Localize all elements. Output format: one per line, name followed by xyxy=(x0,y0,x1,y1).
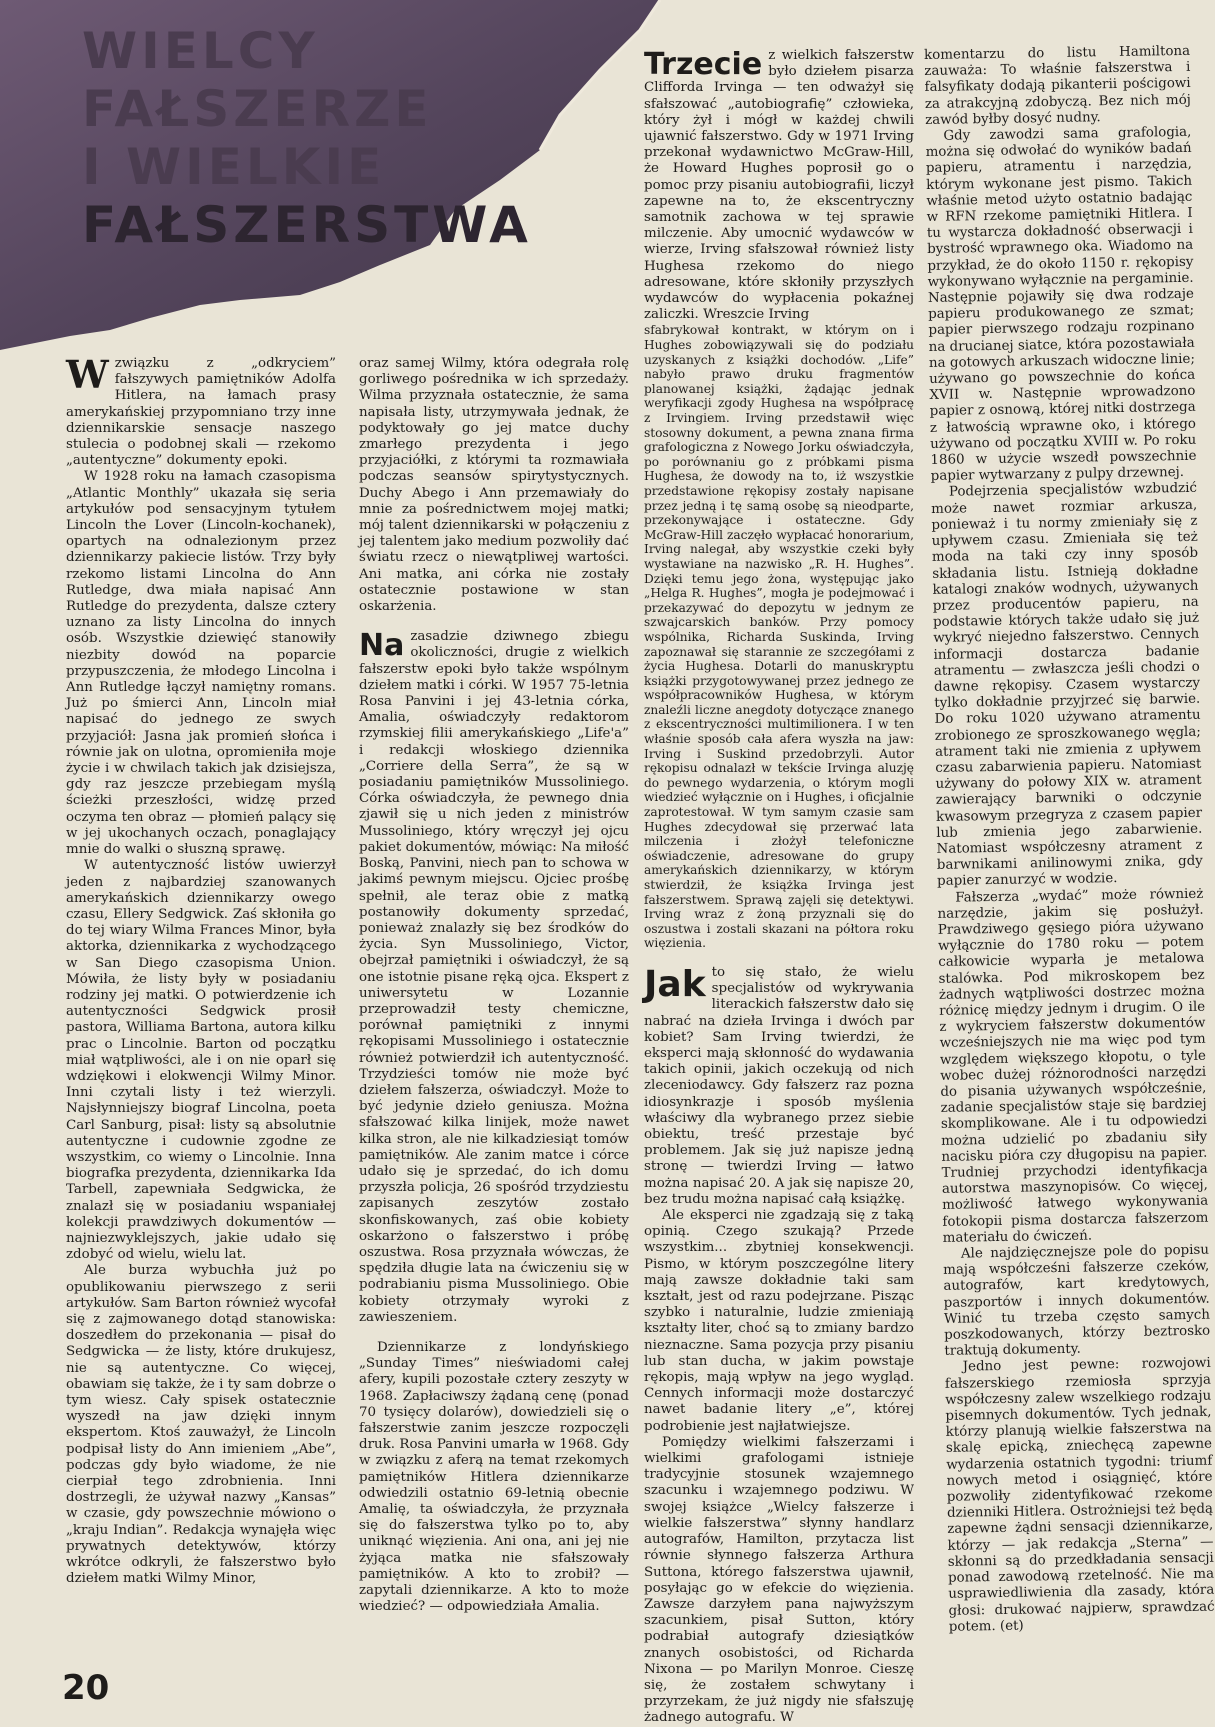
paragraph: Dziennikarze z londyńskiego „Sunday Times” nieświadomi całej afery, kupili pozostałe cztery zeszyty w 1968. Zapłaciwszy żądaną cenę (ponad 70 tysięcy dolarów), dowiedzieli się o fałszerstwie zanim jeszcze rozpoczęli druk. Rosa Panvini umarła w 1968. Gdy w związku z aferą na temat rzekomych pamiętników Hitlera dziennikarze odwiedzili ostatnio 69-letnią obecnie Amalię, ta oświadczyła, że przyznała się do fałszerstwa tylko po to, aby uniknąć więzienia. Ani ona, ani jej nie żyjąca matka nie sfałszowały pamiętników. A kto to zrobił? — zapytali dziennikarze. A kto to może wiedzieć? — odpowiedziała Amalia. xyxy=(359,1339,629,1615)
title-line-4: FAŁSZERSTWA xyxy=(82,196,532,254)
title-line-3: I WIELKIE xyxy=(82,138,386,196)
paragraph: Gdy zawodzi sama grafologia, można się odwołać do wyników badań papieru, atramentu i narzędzia, którym wykonane jest pismo. Takich właśnie metod użyto ostatnio badając w RFN rzekome pamiętniki Hitlera. I tu wystarcza dokładność obserwacji i bystrość wprawnego oka. Wiadomo na przykład, że do około 1150 r. rękopisy wykonywano wyłącznie na pergaminie. Następnie pojawiły się dwa rodzaje papieru produkowanego ze szmat; papier pierwszego rodzaju rozpinano na drucianej siatce, która pozostawiała na gotowych arkuszach widoczne linie; używano go powszechnie do końca XVII w. Następnie wprowadzono papier z osnową, której nitki dostrzega z łatwością wprawne oko, i którego używano od początku XVIII w. Po roku 1860 w użycie wszedł powszechnie papier wytwarzany z pulpy drzewnej. xyxy=(925,124,1197,485)
drop-cap: W xyxy=(66,352,109,397)
paragraph-text: z wielkich fałszerstw było dziełem pisarza Clifforda Irvinga — ten odważył się sfałszować „autobiografię” człowieka, który żył i mógł w każdej chwili ujawnić fałszerstwo. Gdy w 1971 Irving przekonał wydawnictwo McGraw-Hill, że Howard Hughes poprosił go o pomoc przy pisaniu autobiografii, liczył zapewne na to, że ekscentryczny samotnik zachowa w tej sprawie milczenie. Aby umocnić wydawców w wierze, Irving sfałszował również listy Hughesa rzekomo do niego adresowane, które skłoniły przyszłych wydawców do wypłacenia pokaźnej zaliczki. Wreszcie Irving xyxy=(644,48,914,323)
paragraph-small-print: sfabrykował kontrakt, w którym on i Hughes zobowiązywali się do podziału uzyskanych z książki dochodów. „Life” nabyło prawo druku fragmentów planowanej książki, żądając jednak weryfikacji zgody Hughesa na współpracę z Irvingiem. Irving przedstawił więc stosowny dokument, a pewna znana firma grafologiczna z Nowego Jorku oświadczyła, po porównaniu go z próbkami pisma Hughesa, że dowody na to, iż wszystkie przedstawione rękopisy zostały napisane przez jedną i tę samą osobę są nieodparte, przekonywające i ostateczne. Gdy McGraw-Hill zaczęło wypłacać honorarium, Irving nalegał, aby wszystkie czeki były wystawiane na nazwisko „R. H. Hughes”. Dzięki temu jego żona, występując jako „Helga R. Hughes”, mogła je podejmować i przekazywać do depozytu w jednym ze szwajcarskich banków. Przy pomocy wspólnika, Richarda Suskinda, Irving zapoznawał się starannie ze szczegółami z życia Hughesa. Dotarli do manuskryptu książki przygotowywanej przez jednego ze współpracowników Hughesa, w którym znaleźli liczne anegdoty dotyczące znanego z ekscentryczności multimilionera. I w ten właśnie sposób cała afera wyszła na jaw: Irving i Suskind przedobrzyli. Autor rękopisu odnalazł w tekście Irvinga aluzję do pewnego wydarzenia, o którym mogli wiedzieć wyłącznie on i Hughes, i oficjalnie zaprotestował. W tym samym czasie sam Hughes zdecydował się przerwać lata milczenia i złożył telefoniczne oświadczenie, adresowane do grupy amerykańskich dziennikarzy, w którym stwierdził, że książka Irvinga jest fałszerstwem. Sprawą zajęli się detektywi. Irving wraz z żoną przyznali się do oszustwa i zostali skazani na półtora roku więzienia. xyxy=(644,323,914,951)
page-number: 20 xyxy=(62,1668,110,1708)
text-column-2 xyxy=(359,356,629,1676)
title-line-2: FAŁSZERZE xyxy=(82,80,433,138)
text-column-4 xyxy=(924,44,1215,1668)
text-column-1 xyxy=(66,352,336,1676)
text-column-3 xyxy=(644,47,914,1726)
drop-word: Jak xyxy=(644,963,706,1005)
paragraph: W 1928 roku na łamach czasopisma „Atlantic Monthly” ukazała się seria artykułów pod sensacyjnym tytułem Lincoln the Lover (Lincoln-kochanek), opartych na odnalezionym przez dziennikarzy pakiecie listów. Trzy były rzekomo listami Lincolna do Ann Rutledge, dwa miała napisać Ann Rutledge do prezydenta, dalsze cztery uznano za listy Lincolna do innych osób. Wszystkie dziewięć stanowiły niezbity dowód na poparcie przypuszczenia, że młodego Lincolna i Ann Rutledge łączył namiętny romans. Już po śmierci Ann, Lincoln miał napisać do jednego ze swych przyjaciół: Jasna jak promień słońca i równie jak on ulotna, opromieniła moje życie i w chwilach takich jak dzisiejsza, gdy raz jeszcze przebiegam myślą ścieżki przeszłości, widzę przed oczyma ten obraz — płomień palący się w jej ukochanych oczach, ponaglający mnie do walki o słuszną sprawę. xyxy=(66,469,336,858)
article-title xyxy=(82,22,552,254)
paragraph: Ale najdzięcznejsze pole do popisu mają współcześni fałszerze czeków, autografów, kart kredytowych, paszportów i innych dokumentów. Winić tu trzeba często samych poszkodowanych, którzy beztrosko traktują dokumenty. xyxy=(943,1242,1211,1360)
title-line-1: WIELCY xyxy=(82,22,319,80)
paragraph: Ale burza wybuchła już po opublikowaniu pierwszego z serii artykułów. Sam Barton również wycofał się z zajmowanego dotąd stanowiska: doszedłem do przekonania — pisał do Sedgwicka — że listy, które drukujesz, nie są autentyczne. Co więcej, obawiam się także, że i ty sam dobrze o tym wiesz. Cały spisek ostatecznie wyszedł na jaw dzięki innym ekspertom. Ktoś zauważył, że Lincoln podpisał listy do Ann imieniem „Abe”, podczas gdy było wiadome, że nie cierpiał tego zdrobnienia. Inni dostrzegli, że używał nazwy „Kansas” w czasie, gdy powszechnie mówiono o „kraju Indian”. Redakcja wynajęła więc prywatnych detektywów, którzy wkrótce odkryli, że fałszerstwo było dziełem matki Wilmy Minor, xyxy=(66,1263,336,1587)
paragraph: oraz samej Wilmy, która odegrała rolę gorliwego pośrednika w ich sprzedaży. Wilma przyznała ostatecznie, że sama napisała listy, utrzymywała jednak, że podyktowały go jej matce duchy zmarłego prezydenta i jego przyjaciółki, z którymi ta rozmawiała podczas seansów spirytystycznych. Duchy Abego i Ann przemawiały do mnie za pośrednictwem mojej matki; mój talent dziennikarski w połączeniu z jej talentem jako medium pozwoliły dać światu rzecz o niewątpliwej wartości. Ani matka, ani córka nie zostały ostatecznie postawione w stan oskarżenia. xyxy=(359,356,629,615)
drop-word: Na xyxy=(359,628,405,664)
drop-word: Trzecie xyxy=(644,47,763,82)
paragraph: Fałszerza „wydać” może również narzędzie, jakim się posłużył. Prawdziwego gęsiego pióra używano wyłącznie do 1780 roku — potem całkowicie wyparła je metalowa stalówka. Pod mikroskopem bez żadnych wątpliwości dostrzec można różnicę między jednym i drugim. O ile z wykryciem fałszerstw dokumentów wcześniejszych nie ma więc pod tym względem większego kłopotu, o tyle wobec dużej różnorodności narzędzi do pisania używanych współcześnie, zadanie specjalistów staje się bardziej skomplikowane. Ale i tu odpowiedzi można udzielić po zbadaniu siły nacisku pióra czy długopisu na papier. Trudniej przychodzi identyfikacja autorstwa maszynopisów. Co więcej, możliwość łatwego wykonywania fotokopii pisma dostarcza fałszerzom materiału do ćwiczeń. xyxy=(937,886,1209,1246)
paragraph: Ale eksperci nie zgadzają się z taką opinią. Czego szukają? Przede wszystkim... zbytniej konsekwencji. Pismo, w którym poszczególne litery mają zawsze dokładnie taki sam kształt, jest od razu podejrzane. Pisząc szybko i naturalnie, ludzie zmieniają kształty liter, choć są to zmiany bardzo nieznaczne. Sama pozycja przy pisaniu lub stan ducha, w jakim powstaje rękopis, mają wpływ na jego wygląd. Cennych informacji może dostarczyć nawet badanie litery „e”, której podrobienie jest najłatwiejsze. xyxy=(644,1208,914,1434)
paragraph: Jedno jest pewne: rozwojowi fałszerskiego rzemiosła sprzyja współczesny zalew wszelkiego rodzaju pisemnych dokumentów. Tych jednak, którzy planują wielkie fałszerstwa na skalę epicką, zniechęcą zapewne wydarzenia ostatnich tygodni: triumf nowych metod i osiągnięć, które pozwoliły zidentyfikować rzekome dzienniki Hitlera. Ostrożniejsi też będą zapewne żądni sensacji dziennikarze, którzy — jak redakcja „Sterna” — skłonni są do przedkładania sensacji ponad zawodową rzetelność. Nie ma usprawiedliwienia dla zasady, która głosi: drukować najpierw, sprawdzać potem. (et) xyxy=(944,1356,1215,1635)
paragraph xyxy=(644,48,914,323)
paragraph: Pomiędzy wielkimi fałszerzami i wielkimi grafologami istnieje tradycyjnie stosunek wzajemnego szacunku i wzajemnego podziwu. W swojej książce „Wielcy fałszerze i wielkie fałszerstwa” słynny handlarz autografów, Hamilton, przytacza list równie słynnego fałszerza Arthura Suttona, którego fałszerstwa ujawnił, posyłając go w efekcie do więzienia. Zawsze darzyłem pana najwyższym szacunkiem, pisał Sutton, który podrabiał autografy dziesiątków znanych osobistości, od Richarda Nixona — po Marilyn Monroe. Cieszę się, że zostałem schwytany i przyrzekam, że już nigdy nie sfałszuję żadnego autografu. W xyxy=(644,1434,914,1726)
paragraph: Podejrzenia specjalistów wzbudzić może nawet rozmiar arkusza, ponieważ i tu normy zmieniały się z upływem czasu. Zmieniała się też moda na taki czy inny sposób składania listu. Istnieją dokładne katalogi znaków wodnych, używanych przez producentów papieru, na podstawie których także udało się już wykryć niejedno fałszerstwo. Cennych informacji dostarcza badanie atramentu — zwłaszcza jeśli chodzi o dawne rękopisy. Czasem wystarczy tylko dokładnie przyjrzeć się barwie. Do roku 1020 używano atramentu zrobionego ze sproszkowanego węgla; atrament taki nie zmienia z upływem czasu zabarwienia papieru. Natomiast używany do połowy XIX w. atrament zawierający barwniki o odczynie kwasowym przegryza z czasem papier lub zmienia jego zabarwienie. Natomiast współczesny atrament z barwnikami anilinowymi znika, gdy papier zanurzyć w wodzie. xyxy=(931,481,1203,890)
paragraph-text: zasadzie dziwnego zbiegu okoliczności, drugie z wielkich fałszerstw epoki było także wspólnym dziełem matki i córki. W 1957 75-letnia Rosa Panvini i jej 43-letnia córka, Amalia, oświadczyły redaktorom rzymskiej filii amerykańskiego „Life'a” i redakcji włoskiego dziennika „Corriere della Serra”, że są w posiadaniu pamiętników Mussoliniego. Córka oświadczyła, że pewnego dnia zjawił się u nich jeden z ministrów Mussoliniego, który wręczył jej ojcu pakiet dokumentów, mówiąc: Na miłość Boską, Panvini, niech pan to schowa w jakimś pewnym miejscu. Ojciec prośbę spełnił, ale teraz obie z matką postanowiły dokumenty sprzedać, ponieważ znalazły się bez środków do życia. Syn Mussoliniego, Victor, obejrzał pamiętniki i oświadczył, że są one istotnie pisane ręką ojca. Ekspert z uniwersytetu w Lozannie przeprowadził testy chemiczne, porównał pamiętniki z innymi rękopisami Mussoliniego i ostatecznie również potwierdził ich autentyczność. Trzydzieści tomów nie może być dziełem fałszerza, oświadczył. Może to być jedynie dzieło geniusza. Można sfałszować kilka linijek, może nawet kilka stron, ale nie kilkadziesiąt tomów pamiętników. Ale zanim matce i córce udało się je sprzedać, do ich domu przyszła policja, 26 spośród trzydziestu zapisanych zeszytów zostało skonfiskowanych, zaś obie kobiety oskarżono o fałszerstwo i próbę oszustwa. Rosa przyznała wówczas, że spędziła długie lata na ćwiczeniu się w podrabianiu pisma Mussoliniego. Obie kobiety otrzymały wyroki z zawieszeniem. xyxy=(359,629,629,1325)
paragraph xyxy=(644,965,914,1208)
paragraph: W autentyczność listów uwierzył jeden z najbardziej szanowanych amerykańskich dziennikarzy owego czasu, Ellery Sedgwick. Zaś skłoniła go do tej wiary Wilma Frances Minor, była aktorka, dziennikarka z wychodzącego w San Diego czasopisma Union. Mówiła, że listy były w posiadaniu rodziny jej matki. O potwierdzenie ich autentyczności Sedgwick prosił pastora, Williama Bartona, autora kilku prac o Lincolnie. Barton od początku miał wątpliwości, ale i on nie oparł się wdziękowi i elokwencji Wilmy Minor. Inni czytali listy i też wierzyli. Najsłynniejszy biograf Lincolna, poeta Carl Sanburg, pisał: listy są absolutnie autentyczne i cudownie zgodne ze wszystkim, co wiemy o Lincolnie. Inna biografka prezydenta, dziennikarka Ida Tarbell, zapewniała Sedgwicka, że znalazł się w posiadaniu wspaniałej kolekcji prawdziwych dokumentów — najniezwyklejszych, jakie udało się zdobyć od wielu, wielu lat. xyxy=(66,858,336,1263)
paragraph-text: to się stało, że wielu specjalistów od wykrywania literackich fałszerstw dało się nabrać na dzieła Irvinga i dwóch par kobiet? Sam Irving twierdzi, że eksperci mają skłonność do wydawania takich opinii, jakich oczekują od nich zleceniodawcy. Gdy fałszerz raz pozna idiosynkrazje i sposób myślenia właściwy dla wybranego przez siebie obiektu, treść przestaje być problemem. Jak się już napisze jedną stronę — twierdzi Irving — łatwo można napisać 20. A jak się napisze 20, bez trudu można napisać całą książkę. xyxy=(644,964,914,1207)
paragraph-text: związku z „odkryciem” fałszywych pamiętników Adolfa Hitlera, na łamach prasy amerykańskiej przypomniano trzy inne dziennikarskie sensacje naszego stulecia o podobnej skali — rzekomo „autentyczne” dokumenty epoki. xyxy=(66,356,336,469)
paragraph xyxy=(66,352,336,469)
paragraph: komentarzu do listu Hamiltona zauważa: To właśnie fałszerstwa i falsyfikaty dodają pikanterii pościgowi za atrakcyjną zdobyczą. Bez nich mój zawód byłby dosyć nudny. xyxy=(924,43,1191,128)
paragraph xyxy=(359,629,629,1326)
